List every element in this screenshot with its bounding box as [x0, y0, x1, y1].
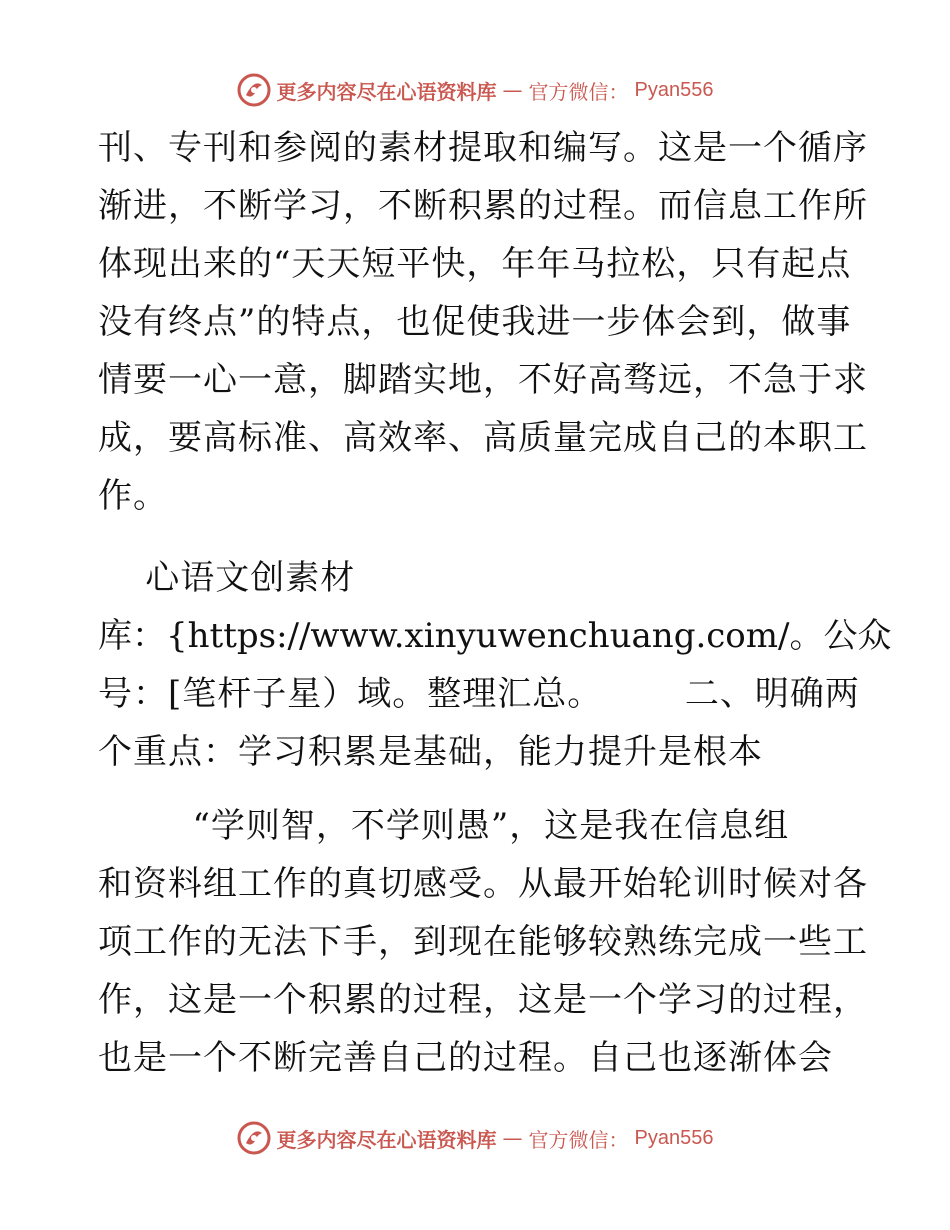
brand-logo-icon	[237, 1121, 271, 1155]
text-line: 项工作的无法下手，到现在能够较熟练完成一些工	[98, 922, 868, 962]
text-line: 也是一个不断完善自己的过程。自己也逐渐体会	[98, 1038, 833, 1078]
footer-wechat-label: 官方微信：	[528, 1127, 629, 1152]
footer-wechat-id: Pyan556	[634, 1126, 714, 1149]
document-body	[98, 119, 892, 1087]
footer-brand-text: 更多内容尽在心语资料库	[276, 1127, 497, 1152]
paragraph-2	[98, 549, 892, 781]
text-line: 号：[笔杆子星）域。整理汇总。 二、明确两	[98, 674, 860, 714]
text-line: 渐进，不断学习，不断积累的过程。而信息工作所	[98, 186, 868, 226]
text-line: 和资料组工作的真切感受。从最开始轮训时候对各	[98, 864, 868, 904]
header-separator: —	[502, 78, 523, 102]
text-line: 心语文创素材	[98, 558, 356, 598]
paragraph-1	[98, 119, 868, 525]
text-line: 刊、专刊和参阅的素材提取和编写。这是一个循序	[98, 128, 868, 168]
text-line: 作。	[98, 476, 168, 516]
text-line: 体现出来的“天天短平快，年年马拉松，只有起点	[98, 244, 852, 284]
section-heading: 个重点：学习积累是基础，能力提升是根本	[98, 732, 763, 772]
header-wechat-id: Pyan556	[634, 78, 714, 101]
header-banner	[0, 70, 950, 110]
header-brand-text: 更多内容尽在心语资料库	[276, 79, 497, 104]
footer-separator: —	[502, 1126, 523, 1150]
header-wechat-label: 官方微信：	[528, 79, 629, 104]
text-line: “学则智，不学则愚”，这是我在信息组	[98, 806, 790, 846]
brand-logo-icon	[237, 73, 271, 107]
paragraph-3	[98, 797, 868, 1087]
text-line: 作，这是一个积累的过程，这是一个学习的过程，	[98, 980, 868, 1020]
text-line: 成，要高标准、高效率、高质量完成自己的本职工	[98, 418, 868, 458]
text-line: 没有终点”的特点，也促使我进一步体会到，做事	[98, 302, 852, 342]
text-line: 库：{https://www.xinyuwenchuang.com/。公众	[98, 616, 892, 656]
text-line: 情要一心一意，脚踏实地，不好高骛远，不急于求	[98, 360, 868, 400]
footer-banner	[0, 1118, 950, 1158]
